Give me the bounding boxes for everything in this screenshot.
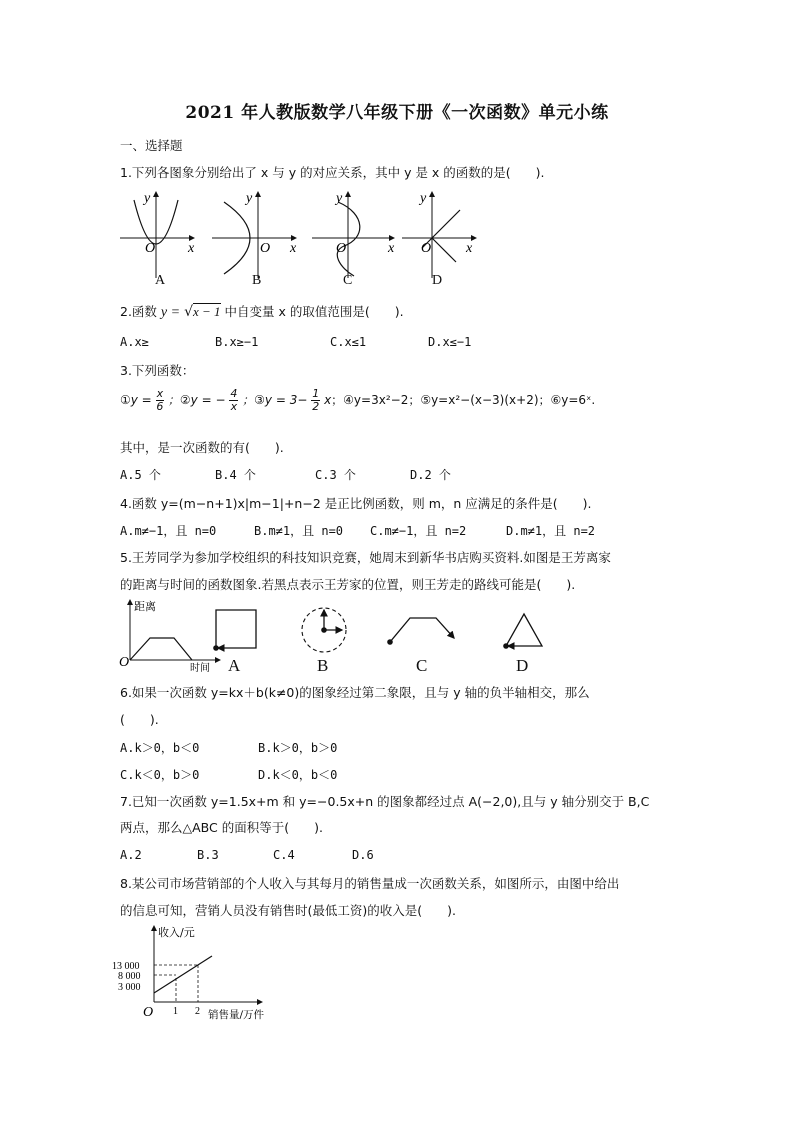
question-5-line-1: 5.王芳同学为参加学校组织的科技知识竞赛，她周末到新华书店购买资料.如图是王芳离家 xyxy=(120,550,611,565)
q1-label-b: B xyxy=(252,273,262,288)
q4-option-b: B.m≠1，且 n=0 xyxy=(254,524,344,538)
ytick-8000: 8 000 xyxy=(118,971,141,982)
q7-option-a: A.2 xyxy=(120,848,142,862)
f1-fraction: $\frac{x}{6}$ xyxy=(156,387,164,413)
q2-option-c: C.x≤1 xyxy=(330,335,367,349)
ytick-3000: 3 000 xyxy=(118,982,141,993)
question-2-text xyxy=(120,302,404,321)
f2-prefix: ；②y = − xyxy=(167,393,226,407)
axis-x-label: x xyxy=(466,241,473,256)
q7-option-d: D.6 xyxy=(352,848,374,862)
q1-figure-c xyxy=(310,188,400,292)
f3-post: x xyxy=(324,393,332,407)
question-8-line-2: 的信息可知，营销人员没有销售时(最低工资)的收入是( ). xyxy=(120,903,456,918)
question-3-text: 3.下列函数： xyxy=(120,363,195,378)
q2-option-a: A.x≥ xyxy=(120,335,149,349)
axis-x-label: x xyxy=(188,241,195,256)
q7-option-b: B.3 xyxy=(197,848,219,862)
axis-y-label: y xyxy=(246,191,253,206)
q4-option-d: D.m≠1，且 n=2 xyxy=(506,524,596,538)
section-heading: 一、选择题 xyxy=(120,138,183,153)
f3-fraction: $\frac{1}{2}$ xyxy=(312,387,320,413)
graph-x-label: 时间 xyxy=(190,663,210,674)
q2-option-d: D.x≤−1 xyxy=(428,335,472,349)
origin-label: O xyxy=(421,241,432,256)
q5-label-d: D xyxy=(516,656,529,675)
xtick-2: 2 xyxy=(195,1006,200,1017)
origin-label: O xyxy=(260,241,271,256)
q1-label-a: A xyxy=(155,273,166,288)
chart-xlabel: 销售量/万件 xyxy=(208,1009,265,1021)
question-8-line-1: 8.某公司市场营销部的个人收入与其每月的销售量成一次函数关系，如图所示，由图中给出 xyxy=(120,876,620,891)
axis-x-label: x xyxy=(290,241,297,256)
f3-prefix: ；③y = 3− xyxy=(242,393,308,407)
q7-option-c: C.4 xyxy=(273,848,295,862)
q6-option-d: D.k＜0，b＜0 xyxy=(258,768,338,782)
f-rest: ；④y=3x²−2；⑤y=x²−(x−3)(x+2)；⑥y=6ˣ. xyxy=(331,393,596,407)
question-6-line-2: ( ). xyxy=(120,712,159,727)
q4-option-c: C.m≠−1，且 n=2 xyxy=(370,524,467,538)
origin-label: O xyxy=(119,655,130,670)
f2-fraction: $\frac{4}{x}$ xyxy=(230,387,238,413)
f1-prefix: ①y = xyxy=(120,393,152,407)
chart-ylabel: 收入/元 xyxy=(158,926,195,939)
axis-y-label: y xyxy=(144,191,151,206)
q5-route-c xyxy=(384,610,460,654)
q6-option-a: A.k＞0，b＜0 xyxy=(120,741,200,755)
graph-y-label: 距离 xyxy=(134,600,156,613)
axis-y-label: y xyxy=(336,191,343,206)
q3-option-d: D.2 个 xyxy=(410,468,451,482)
xtick-1: 1 xyxy=(173,1006,178,1017)
q3-option-c: C.3 个 xyxy=(315,468,356,482)
question-1-text: 1.下列各图象分别给出了 x 与 y 的对应关系，其中 y 是 x 的函数的是( ). xyxy=(120,165,545,180)
q5-route-a xyxy=(210,604,262,660)
question-7-line-1: 7.已知一次函数 y=1.5x+m 和 y=−0.5x+n 的图象都经过点 A(−2,0),且与 y 轴分别交于 B,C xyxy=(120,794,650,809)
q2-suffix: 中自变量 x 的取值范围是( ). xyxy=(224,304,404,319)
q4-option-a: A.m≠−1，且 n=0 xyxy=(120,524,217,538)
q2-prefix: 2.函数 xyxy=(120,304,157,319)
question-5-line-2: 的距离与时间的函数图象.若黑点表示王芳家的位置，则王芳走的路线可能是( ). xyxy=(120,577,576,592)
question-6-line-1: 6.如果一次函数 y=kx＋b(k≠0)的图象经过第二象限，且与 y 轴的负半轴相交，那么 xyxy=(120,685,590,700)
q5-label-a: A xyxy=(228,656,241,675)
q6-option-c: C.k＜0，b＞0 xyxy=(120,768,200,782)
q6-option-b: B.k＞0，b＞0 xyxy=(258,741,338,755)
ytick-13000: 13 000 xyxy=(112,961,140,972)
page-title: 2021 年人教版数学八年级下册《一次函数》单元小练 xyxy=(185,103,609,123)
sqrt-icon: √ xyxy=(184,304,193,320)
origin-label: O xyxy=(143,1005,154,1020)
q2-option-b: B.x≥−1 xyxy=(215,335,259,349)
q5-label-b: B xyxy=(317,656,329,675)
question-7-line-2: 两点，那么△ABC 的面积等于( ). xyxy=(120,820,323,835)
q5-label-c: C xyxy=(416,656,428,675)
origin-label: O xyxy=(336,241,347,256)
q2-radicand: x − 1 xyxy=(193,304,221,319)
q3-option-b: B.4 个 xyxy=(215,468,256,482)
q1-label-c: C xyxy=(343,273,353,288)
question-3-question: 其中，是一次函数的有( ). xyxy=(120,440,284,455)
q5-route-b xyxy=(296,602,352,662)
q3-option-a: A.5 个 xyxy=(120,468,161,482)
axis-y-label: y xyxy=(420,191,427,206)
origin-label: O xyxy=(145,241,156,256)
question-3-functions xyxy=(120,388,595,413)
question-4-text: 4.函数 y=(m−n+1)x|m−1|+n−2 是正比例函数，则 m，n 应满足的条件是( ). xyxy=(120,496,592,511)
q2-y-eq: y = xyxy=(160,305,181,320)
q8-income-graph xyxy=(112,922,292,1030)
q1-label-d: D xyxy=(432,273,443,288)
axis-x-label: x xyxy=(388,241,395,256)
q5-route-d xyxy=(500,606,548,658)
